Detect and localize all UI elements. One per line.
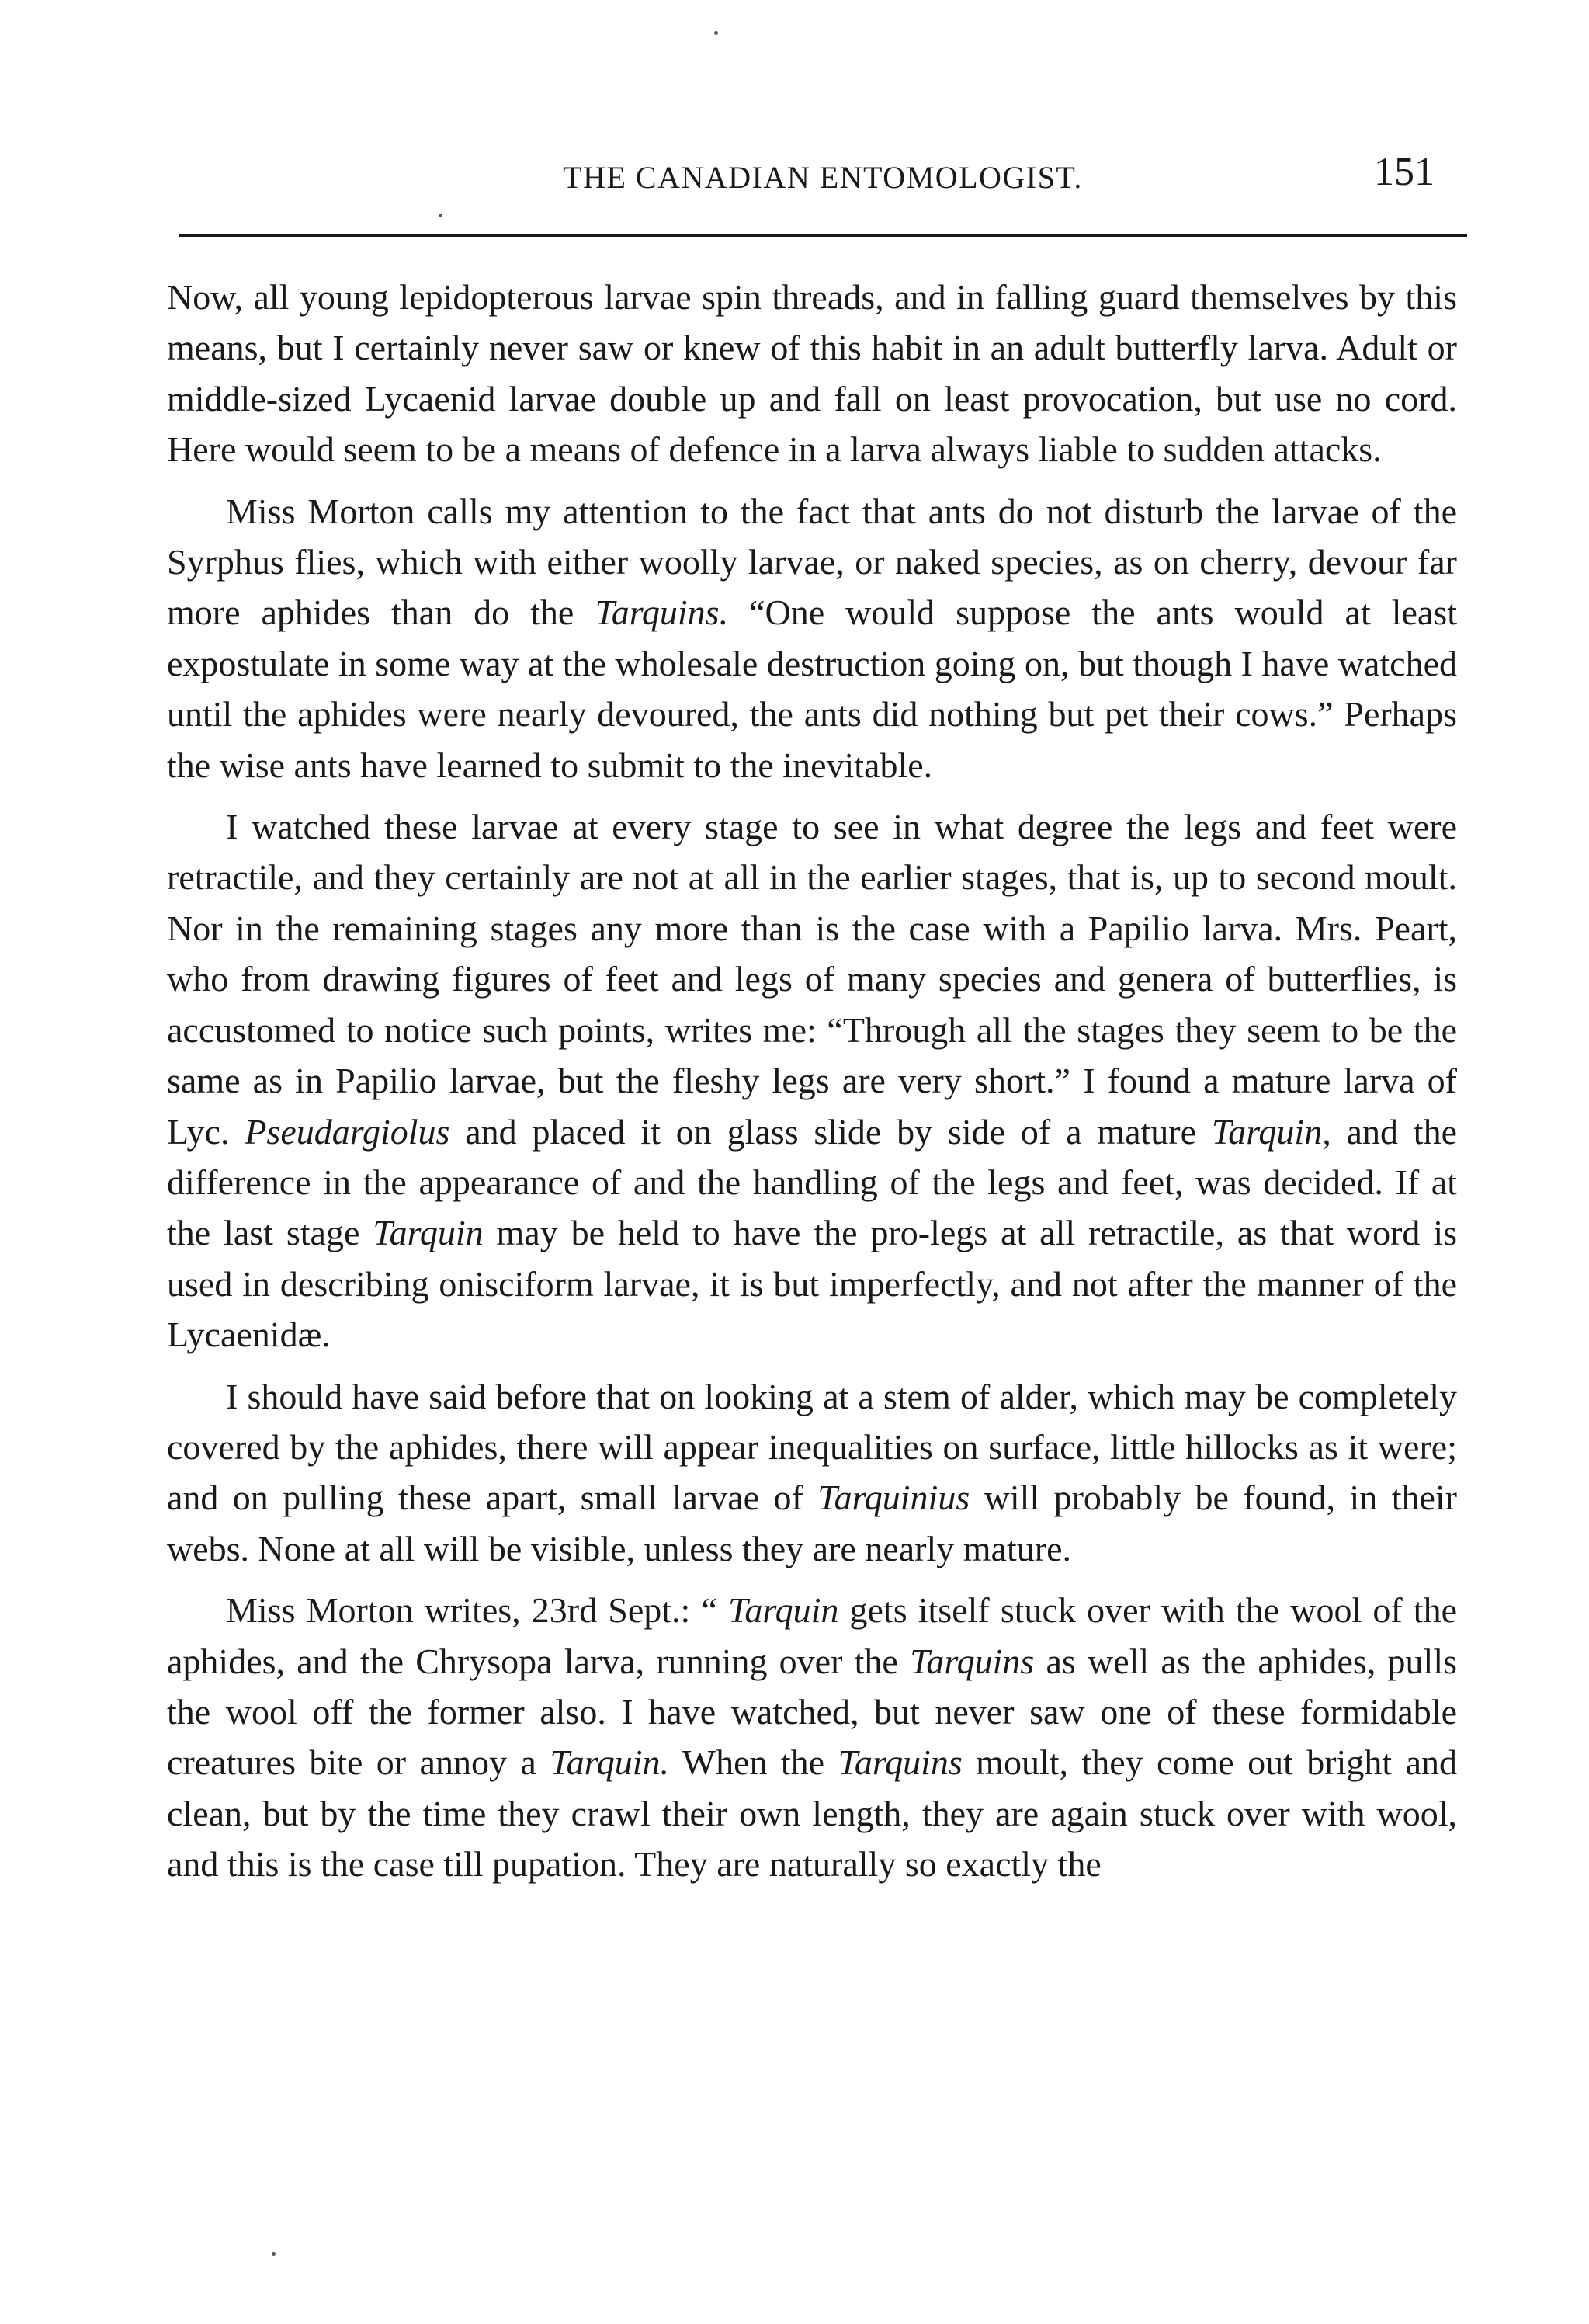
p5-text-a: Miss Morton writes, 23rd Sept.: “ <box>226 1590 729 1631</box>
running-head: THE CANADIAN ENTOMOLOGIST. <box>563 160 1083 195</box>
p5-italic-4: Tarquins <box>838 1742 963 1783</box>
p4-text-b: will probably be found, in their webs. None at all will be visible, unless they are nearly mature. <box>167 1478 1457 1568</box>
p5-text-c: as well as the aphides, pulls the wool off the former also. I have watched, but never saw one of these formidable creatures bite or annoy a <box>167 1641 1457 1783</box>
paragraph-3 <box>167 801 1457 1360</box>
paragraph-1 <box>167 272 1457 475</box>
p5-italic-3: Tarquin. <box>550 1742 670 1783</box>
print-speck <box>714 31 718 35</box>
p2-text-b: “One would suppose the ants would at least expostulate in some way at the wholesale destruction going on, but though I have watched until the aphides were nearly devoured, the ants did nothing but pet their cows.” Perhaps the wise ants have learned to submit to the inevitable. <box>167 592 1458 785</box>
p3-italic-1: Pseudargiolus <box>245 1111 450 1152</box>
p3-text-a: I watched these larvae at every stage to see in what degree the legs and feet were retractile, and they certainly are not at all in the earlier stages, that is, up to second moult. Nor in the remaining stages any more than is the case with a Papilio larva. Mrs. Peart, who from drawing figures of feet and legs of many species and genera of butterflies, is accustomed to notice such points, writes me: “Through all the stages they seem to be the same as in Papilio larvae, but the fleshy legs are very short.” I found a mature larva of Lyc. <box>167 807 1457 1152</box>
print-speck <box>272 2252 276 2256</box>
paragraph-5 <box>167 1585 1457 1889</box>
p5-text-e: moult, they come out bright and clean, but by the time they crawl their own length, they are again stuck over with wool, and this is the case till pupation. They are naturally so exactly the <box>167 1742 1457 1885</box>
paragraph-4 <box>167 1371 1457 1575</box>
p2-italic-1: Tarquins. <box>595 592 729 633</box>
page-number: 151 <box>1374 150 1435 194</box>
header-rule <box>179 234 1467 237</box>
p2-text-a: Miss Morton calls my attention to the fact that ants do not disturb the larvae of the Syrphus flies, which with either woolly larvae, or naked species, as on cherry, devour far more aphides than do the <box>167 491 1457 633</box>
p5-text-b: gets itself stuck over with the wool of the aphides, and the Chrysopa larva, running over the <box>167 1590 1458 1681</box>
paragraph-2 <box>167 486 1457 790</box>
p4-italic-1: Tarquinius <box>817 1478 970 1518</box>
p1-text: Now, all young lepidopterous larvae spin threads, and in falling guard themselves by this means, but I certainly never saw or knew of this habit in an adult butterfly larva. Adult or middle-sized Lycaenid larvae double up and fall on least provocation, but use no cord. Here would seem to be a means of defence in a larva always liable to sudden attacks. <box>167 277 1457 470</box>
p5-text-d: When the <box>669 1742 838 1783</box>
p3-text-d: may be held to have the pro-legs at all retractile, as that word is used in describing onisciform larvae, it is but imperfectly, and not after the manner of the Lycaenidæ. <box>167 1213 1458 1355</box>
body-text <box>167 272 1457 1901</box>
p3-text-c: and the difference in the appearance of and the handling of the legs and feet, was decided. If at the last stage <box>167 1111 1458 1253</box>
p4-text-a: I should have said before that on looking at a stem of alder, which may be completely covered by the aphides, there will appear inequalities on surface, little hillocks as it were; and on pulling these apart, small larvae of <box>167 1376 1457 1518</box>
print-speck <box>439 214 442 217</box>
p5-italic-1: Tarquin <box>728 1590 839 1631</box>
p5-italic-2: Tarquins <box>910 1641 1035 1681</box>
p3-italic-2: Tarquin, <box>1211 1111 1331 1152</box>
p3-text-b: and placed it on glass slide by side of a mature <box>449 1111 1212 1152</box>
p3-italic-3: Tarquin <box>373 1213 484 1253</box>
